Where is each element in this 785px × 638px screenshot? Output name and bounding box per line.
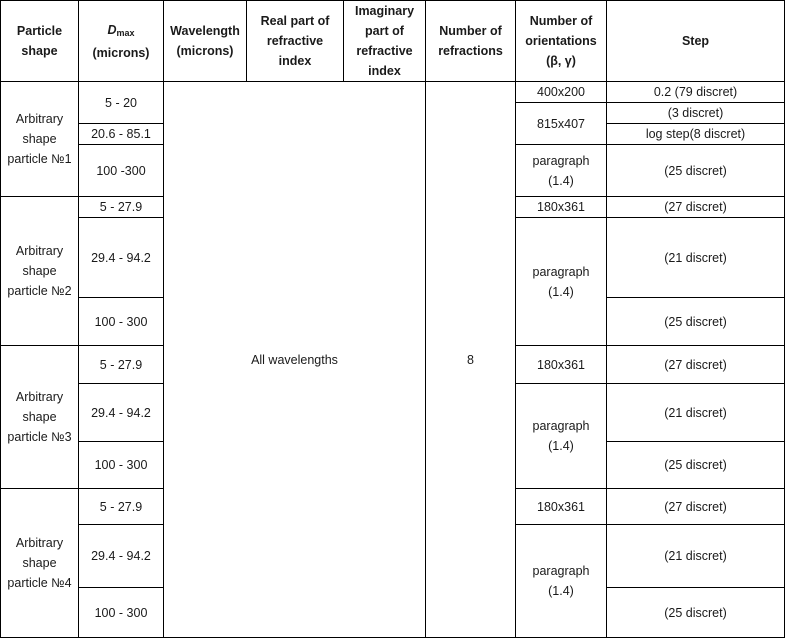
step-cell: (27 discret) (607, 346, 785, 384)
particle-shape-cell: Arbitrary shape particle №4 (1, 489, 79, 638)
orientations-cell: 815x407 (516, 103, 607, 145)
step-cell: (27 discret) (607, 489, 785, 525)
refractions-cell: 8 (426, 82, 516, 638)
orientations-cell: 180x361 (516, 346, 607, 384)
dmax-symbol: D (107, 22, 117, 37)
dmax-unit: (microns) (92, 45, 150, 60)
dmax-subscript: max (116, 27, 135, 38)
header-imaginary-part: Imaginary part of refractive index (344, 1, 426, 82)
step-cell: (27 discret) (607, 197, 785, 218)
header-wavelength: Wavelength (microns) (164, 1, 247, 82)
header-particle-shape: Particle shape (1, 1, 79, 82)
orientations-cell: paragraph (1.4) (516, 218, 607, 346)
dmax-cell: 5 - 27.9 (79, 489, 164, 525)
orientations-cell: paragraph (1.4) (516, 525, 607, 638)
step-cell: (25 discret) (607, 442, 785, 489)
dmax-cell: 5 - 20 (79, 82, 164, 124)
step-cell: log step(8 discret) (607, 124, 785, 145)
orientations-cell: paragraph (1.4) (516, 384, 607, 489)
header-dmax (79, 1, 164, 82)
dmax-cell: 100 - 300 (79, 442, 164, 489)
particle-shape-cell: Arbitrary shape particle №1 (1, 82, 79, 197)
step-cell: 0.2 (79 discret) (607, 82, 785, 103)
header-step: Step (607, 1, 785, 82)
wavelength-cell: All wavelengths (164, 82, 426, 638)
dmax-cell: 100 - 300 (79, 298, 164, 346)
dmax-cell: 29.4 - 94.2 (79, 525, 164, 588)
dmax-cell: 100 - 300 (79, 588, 164, 638)
particle-shape-cell: Arbitrary shape particle №2 (1, 197, 79, 346)
header-number-of-refractions: Number of refractions (426, 1, 516, 82)
dmax-cell: 29.4 - 94.2 (79, 384, 164, 442)
step-cell: (3 discret) (607, 103, 785, 124)
step-cell: (21 discret) (607, 384, 785, 442)
step-cell: (25 discret) (607, 298, 785, 346)
table-row (1, 82, 785, 103)
dmax-cell: 5 - 27.9 (79, 346, 164, 384)
orientations-cell: paragraph (1.4) (516, 145, 607, 197)
header-real-part: Real part of refractive index (247, 1, 344, 82)
step-cell: (25 discret) (607, 145, 785, 197)
dmax-cell: 20.6 - 85.1 (79, 124, 164, 145)
orientations-cell: 180x361 (516, 197, 607, 218)
step-cell: (21 discret) (607, 525, 785, 588)
particle-shape-cell: Arbitrary shape particle №3 (1, 346, 79, 489)
step-cell: (25 discret) (607, 588, 785, 638)
dmax-cell: 100 -300 (79, 145, 164, 197)
orientations-cell: 400x200 (516, 82, 607, 103)
header-number-of-orientations: Number of orientations (β, γ) (516, 1, 607, 82)
header-row (1, 1, 785, 82)
step-cell: (21 discret) (607, 218, 785, 298)
dmax-cell: 5 - 27.9 (79, 197, 164, 218)
orientations-cell: 180x361 (516, 489, 607, 525)
dmax-cell: 29.4 - 94.2 (79, 218, 164, 298)
